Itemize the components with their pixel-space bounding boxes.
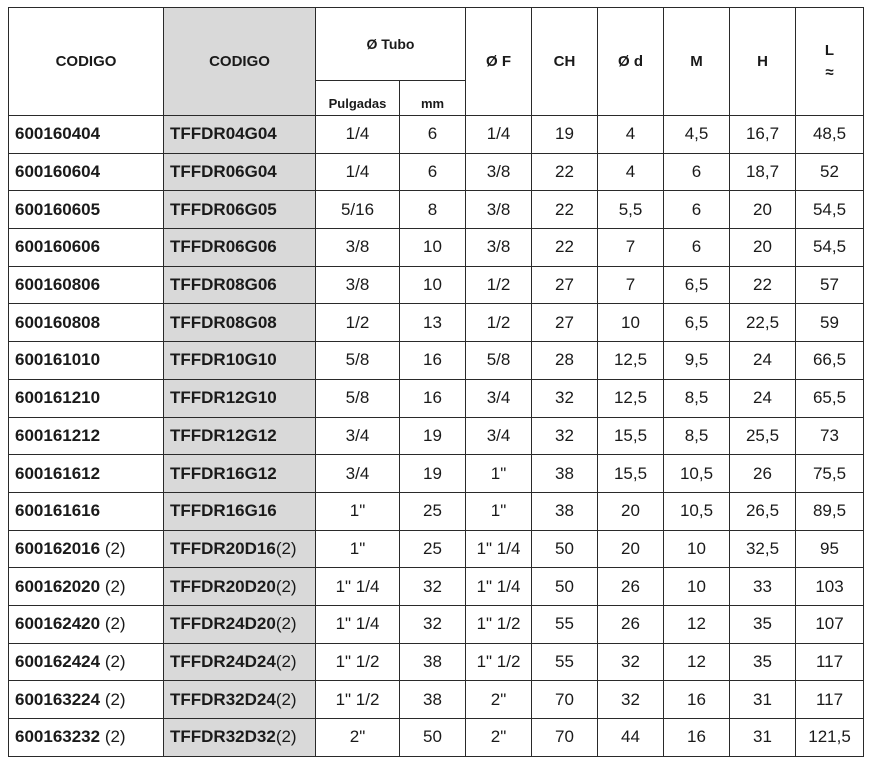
cell-d: 5,5 [598,191,664,229]
table-row [9,304,864,342]
cell-m: 9,5 [664,342,730,380]
ref-value: TFFDR06G06 [170,237,277,257]
cell-codigo [9,530,164,568]
cell-pulgadas: 3/8 [316,266,400,304]
table-header [9,8,864,116]
cell-m: 12 [664,605,730,643]
cell-ch: 22 [532,191,598,229]
cell-m: 8,5 [664,379,730,417]
codigo-value: 600161212 [15,425,101,445]
cell-m: 16 [664,719,730,757]
cell-codigo-ref [164,455,316,493]
cell-ch: 70 [532,681,598,719]
cell-codigo-ref [164,643,316,681]
cell-pulgadas: 3/4 [316,417,400,455]
cell-m: 4,5 [664,116,730,154]
cell-f: 1/2 [466,266,532,304]
ref-value: TFFDR10G10 [170,350,277,370]
cell-ch: 22 [532,153,598,191]
header-pulgadas: Pulgadas [316,81,400,116]
codigo-note: (2) [100,538,126,558]
cell-f: 2" [466,719,532,757]
cell-d: 32 [598,643,664,681]
table-row [9,116,864,154]
cell-ch: 27 [532,304,598,342]
cell-codigo [9,417,164,455]
cell-f: 5/8 [466,342,532,380]
cell-m: 10,5 [664,455,730,493]
codigo-note: (2) [100,651,126,671]
cell-mm: 13 [400,304,466,342]
cell-mm: 32 [400,568,466,606]
cell-mm: 10 [400,229,466,267]
cell-f: 1" [466,455,532,493]
cell-l: 103 [796,568,864,606]
cell-codigo-ref [164,116,316,154]
cell-h: 16,7 [730,116,796,154]
cell-ch: 50 [532,530,598,568]
cell-codigo [9,455,164,493]
table-row [9,681,864,719]
cell-h: 35 [730,605,796,643]
cell-f: 1/4 [466,116,532,154]
cell-h: 22,5 [730,304,796,342]
table-row [9,342,864,380]
header-codigo: CODIGO [9,8,164,116]
cell-codigo [9,568,164,606]
cell-l: 117 [796,681,864,719]
cell-mm: 6 [400,116,466,154]
ref-value: TFFDR20D20 [170,576,276,596]
cell-l: 95 [796,530,864,568]
cell-ch: 38 [532,492,598,530]
cell-f: 1" 1/2 [466,605,532,643]
cell-codigo [9,266,164,304]
cell-h: 22 [730,266,796,304]
cell-h: 26 [730,455,796,493]
codigo-value: 600161612 [15,463,101,483]
codigo-value: 600160404 [15,124,101,144]
cell-codigo [9,304,164,342]
table-row [9,229,864,267]
cell-codigo-ref [164,568,316,606]
cell-mm: 38 [400,681,466,719]
cell-mm: 50 [400,719,466,757]
codigo-value: 600162020 [15,576,101,596]
cell-l: 52 [796,153,864,191]
cell-l: 48,5 [796,116,864,154]
cell-m: 16 [664,681,730,719]
cell-pulgadas: 2" [316,719,400,757]
codigo-note: (2) [100,727,126,747]
cell-m: 6,5 [664,266,730,304]
codigo-value: 600161210 [15,388,101,408]
codigo-value: 600160605 [15,199,101,219]
ref-note: (2) [275,614,297,634]
cell-ch: 38 [532,455,598,493]
cell-codigo-ref [164,342,316,380]
table-row [9,191,864,229]
cell-l: 89,5 [796,492,864,530]
cell-mm: 25 [400,492,466,530]
table-row [9,266,864,304]
table-row [9,719,864,757]
header-f-diameter: Ø F [466,8,532,116]
cell-f: 3/8 [466,191,532,229]
cell-h: 24 [730,342,796,380]
cell-m: 10 [664,568,730,606]
ref-value: TFFDR32D32 [170,727,276,747]
cell-m: 10,5 [664,492,730,530]
header-mm: mm [400,81,466,116]
cell-f: 1" 1/2 [466,643,532,681]
cell-l: 75,5 [796,455,864,493]
cell-d: 26 [598,568,664,606]
ref-value: TFFDR16G16 [170,501,277,521]
cell-h: 33 [730,568,796,606]
cell-mm: 38 [400,643,466,681]
cell-pulgadas: 1" 1/4 [316,605,400,643]
codigo-value: 600162420 [15,614,101,634]
codigo-value: 600162424 [15,651,101,671]
header-d-diameter: Ø d [598,8,664,116]
header-tubo-diameter: Ø Tubo [316,8,466,81]
cell-d: 7 [598,266,664,304]
cell-f: 3/8 [466,153,532,191]
codigo-value: 600161010 [15,350,101,370]
codigo-value: 600163224 [15,689,101,709]
table-row [9,643,864,681]
cell-d: 20 [598,492,664,530]
ref-value: TFFDR20D16 [170,538,276,558]
ref-note: (2) [275,727,297,747]
header-m: M [664,8,730,116]
cell-mm: 19 [400,417,466,455]
cell-codigo-ref [164,229,316,267]
cell-f: 3/8 [466,229,532,267]
codigo-value: 600163232 [15,727,101,747]
cell-f: 3/4 [466,417,532,455]
cell-d: 10 [598,304,664,342]
ref-note: (2) [275,538,297,558]
cell-mm: 25 [400,530,466,568]
header-l [796,8,864,116]
table-row [9,379,864,417]
cell-l: 73 [796,417,864,455]
header-l-label: L [824,41,835,59]
ref-note: (2) [275,576,297,596]
codigo-value: 600160806 [15,275,101,295]
cell-d: 15,5 [598,417,664,455]
cell-d: 32 [598,681,664,719]
header-ch: CH [532,8,598,116]
cell-codigo [9,492,164,530]
cell-codigo [9,719,164,757]
cell-ch: 19 [532,116,598,154]
codigo-value: 600161616 [15,501,101,521]
cell-ch: 27 [532,266,598,304]
cell-codigo [9,153,164,191]
cell-f: 3/4 [466,379,532,417]
cell-m: 6 [664,153,730,191]
table-row [9,530,864,568]
codigo-value: 600162016 [15,538,101,558]
cell-mm: 16 [400,379,466,417]
ref-note: (2) [275,689,297,709]
cell-codigo [9,379,164,417]
cell-codigo-ref [164,379,316,417]
cell-mm: 10 [400,266,466,304]
cell-h: 26,5 [730,492,796,530]
cell-l: 59 [796,304,864,342]
cell-mm: 16 [400,342,466,380]
ref-value: TFFDR16G12 [170,463,277,483]
ref-value: TFFDR06G05 [170,199,277,219]
cell-l: 54,5 [796,191,864,229]
cell-h: 31 [730,681,796,719]
cell-pulgadas: 1" 1/4 [316,568,400,606]
cell-d: 20 [598,530,664,568]
cell-ch: 55 [532,605,598,643]
cell-m: 6 [664,229,730,267]
cell-d: 4 [598,153,664,191]
cell-codigo-ref [164,304,316,342]
table-row [9,568,864,606]
cell-m: 6 [664,191,730,229]
ref-value: TFFDR12G12 [170,425,277,445]
cell-codigo-ref [164,681,316,719]
cell-m: 8,5 [664,417,730,455]
cell-codigo [9,229,164,267]
cell-d: 15,5 [598,455,664,493]
cell-l: 117 [796,643,864,681]
cell-ch: 70 [532,719,598,757]
ref-value: TFFDR24D24 [170,651,276,671]
cell-m: 10 [664,530,730,568]
cell-pulgadas: 1" [316,530,400,568]
cell-h: 32,5 [730,530,796,568]
cell-l: 54,5 [796,229,864,267]
cell-pulgadas: 3/8 [316,229,400,267]
cell-codigo-ref [164,719,316,757]
cell-pulgadas: 1" 1/2 [316,643,400,681]
cell-codigo-ref [164,191,316,229]
cell-d: 44 [598,719,664,757]
cell-codigo [9,605,164,643]
cell-pulgadas: 1" [316,492,400,530]
cell-codigo [9,116,164,154]
cell-d: 4 [598,116,664,154]
table-row [9,153,864,191]
cell-m: 12 [664,643,730,681]
cell-h: 31 [730,719,796,757]
table-row [9,605,864,643]
cell-pulgadas: 1" 1/2 [316,681,400,719]
ref-note: (2) [275,651,297,671]
cell-codigo-ref [164,266,316,304]
codigo-value: 600160808 [15,312,101,332]
ref-value: TFFDR08G08 [170,312,277,332]
cell-h: 20 [730,191,796,229]
cell-l: 65,5 [796,379,864,417]
cell-ch: 28 [532,342,598,380]
cell-pulgadas: 1/2 [316,304,400,342]
cell-codigo [9,681,164,719]
table-row [9,417,864,455]
cell-mm: 19 [400,455,466,493]
codigo-note: (2) [100,576,126,596]
ref-value: TFFDR04G04 [170,124,277,144]
cell-l: 66,5 [796,342,864,380]
cell-ch: 50 [532,568,598,606]
cell-h: 24 [730,379,796,417]
table-body [9,116,864,757]
cell-m: 6,5 [664,304,730,342]
cell-pulgadas: 5/16 [316,191,400,229]
cell-codigo [9,342,164,380]
codigo-value: 600160604 [15,162,101,182]
cell-pulgadas: 3/4 [316,455,400,493]
cell-pulgadas: 1/4 [316,153,400,191]
cell-mm: 6 [400,153,466,191]
header-codigo-ref: CODIGO [164,8,316,116]
cell-f: 1" [466,492,532,530]
cell-f: 2" [466,681,532,719]
cell-pulgadas: 5/8 [316,379,400,417]
header-h: H [730,8,796,116]
cell-l: 107 [796,605,864,643]
table-row [9,492,864,530]
header-l-approx-symbol: ≈ [825,63,834,81]
ref-value: TFFDR32D24 [170,689,276,709]
cell-f: 1" 1/4 [466,530,532,568]
cell-d: 26 [598,605,664,643]
cell-pulgadas: 5/8 [316,342,400,380]
cell-l: 57 [796,266,864,304]
cell-ch: 32 [532,379,598,417]
cell-d: 12,5 [598,379,664,417]
ref-value: TFFDR24D20 [170,614,276,634]
fittings-spec-table [8,7,864,757]
cell-h: 18,7 [730,153,796,191]
cell-codigo [9,191,164,229]
codigo-value: 600160606 [15,237,101,257]
cell-codigo-ref [164,530,316,568]
cell-ch: 55 [532,643,598,681]
cell-codigo-ref [164,153,316,191]
table-row [9,455,864,493]
cell-h: 25,5 [730,417,796,455]
codigo-note: (2) [100,689,126,709]
cell-mm: 8 [400,191,466,229]
cell-d: 7 [598,229,664,267]
cell-pulgadas: 1/4 [316,116,400,154]
cell-codigo-ref [164,417,316,455]
ref-value: TFFDR06G04 [170,162,277,182]
cell-d: 12,5 [598,342,664,380]
ref-value: TFFDR08G06 [170,275,277,295]
cell-h: 35 [730,643,796,681]
cell-h: 20 [730,229,796,267]
cell-ch: 32 [532,417,598,455]
cell-mm: 32 [400,605,466,643]
cell-ch: 22 [532,229,598,267]
cell-f: 1/2 [466,304,532,342]
cell-f: 1" 1/4 [466,568,532,606]
ref-value: TFFDR12G10 [170,388,277,408]
cell-codigo-ref [164,605,316,643]
cell-l: 121,5 [796,719,864,757]
cell-codigo [9,643,164,681]
codigo-note: (2) [100,614,126,634]
cell-codigo-ref [164,492,316,530]
